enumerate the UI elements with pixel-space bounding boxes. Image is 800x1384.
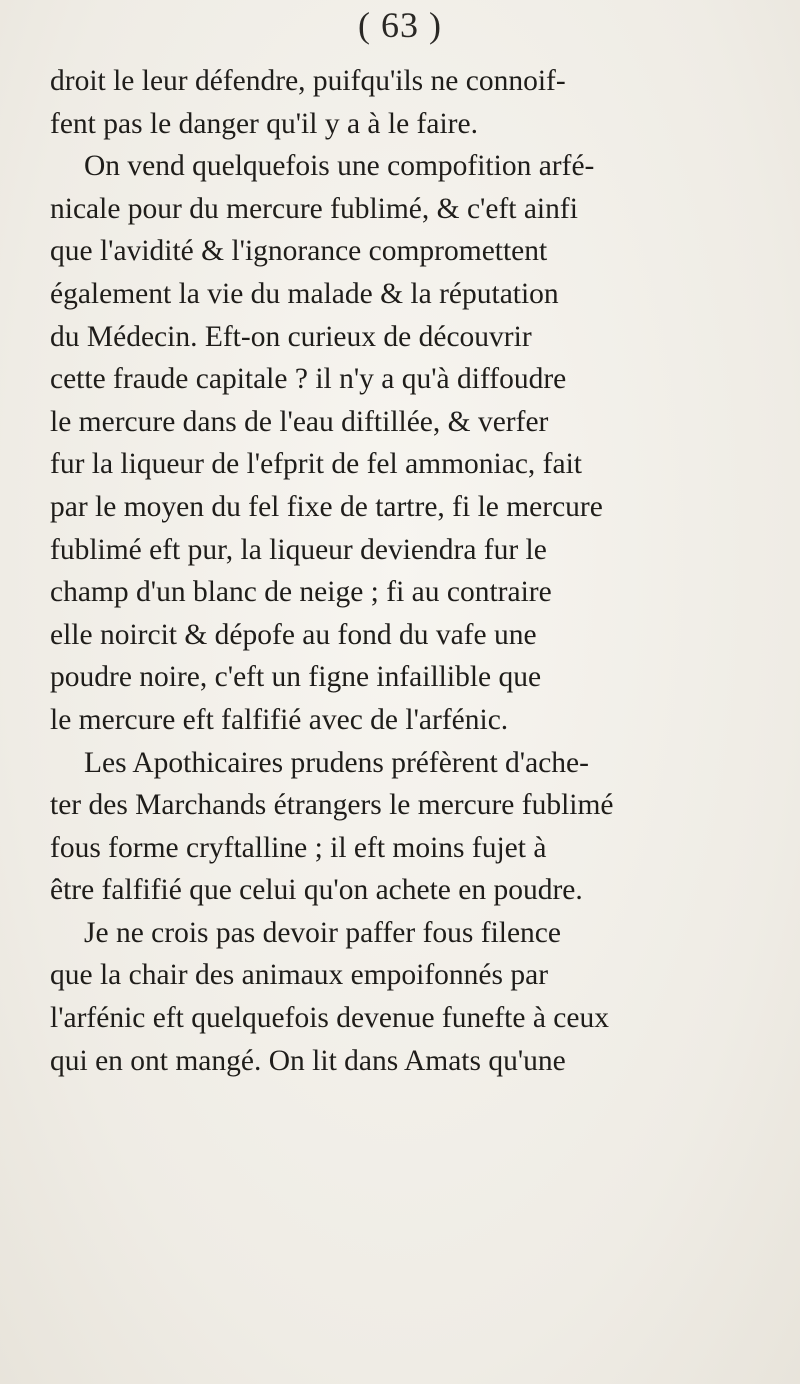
text-line: le mercure eft falfifié avec de l'arfénic. (50, 703, 509, 736)
body-text (50, 60, 780, 1082)
text-line: fent pas le danger qu'il y a à le faire. (50, 107, 478, 140)
text-line: par le moyen du fel fixe de tartre, fi le mercure (50, 490, 603, 523)
text-line: champ d'un blanc de neige ; fi au contraire (50, 576, 552, 609)
text-line: qui en ont mangé. On lit dans Amats qu'une (50, 1044, 566, 1077)
text-line: être falfifié que celui qu'on achete en poudre. (50, 874, 583, 907)
text-line: le mercure dans de l'eau diftillée, & verfer (50, 405, 549, 438)
text-line: également la vie du malade & la réputation (50, 277, 559, 310)
text-line: Les Apothicaires prudens préfèrent d'ache- (84, 746, 589, 779)
text-line: poudre noire, c'eft un figne infaillible que (50, 661, 542, 694)
text-line: fous forme cryftalline ; il eft moins fujet à (50, 831, 547, 864)
text-line: que l'avidité & l'ignorance compromettent (50, 235, 548, 268)
text-line: droit le leur défendre, puifqu'ils ne connoif- (50, 65, 566, 97)
text-line: du Médecin. Eft-on curieux de découvrir (50, 320, 532, 353)
text-line: Je ne crois pas devoir paffer fous filence (84, 916, 561, 949)
text-line: l'arfénic eft quelquefois devenue funefte à ceux (50, 1002, 609, 1035)
text-line: cette fraude capitale ? il n'y a qu'à diffoudre (50, 363, 567, 396)
text-line: nicale pour du mercure fublimé, & c'eft ainfi (50, 192, 578, 225)
text-line: elle noircit & dépofe au fond du vafe une (50, 618, 537, 651)
text-line: fur la liqueur de l'efprit de fel ammoniac, fait (50, 448, 582, 481)
text-line: ter des Marchands étrangers le mercure fublimé (50, 789, 614, 822)
page-number: ( 63 ) (358, 5, 442, 45)
text-line: que la chair des animaux empoifonnés par (50, 959, 549, 992)
text-line: fublimé eft pur, la liqueur deviendra fur le (50, 533, 547, 566)
text-line: On vend quelquefois une compofition arfé- (84, 150, 595, 183)
